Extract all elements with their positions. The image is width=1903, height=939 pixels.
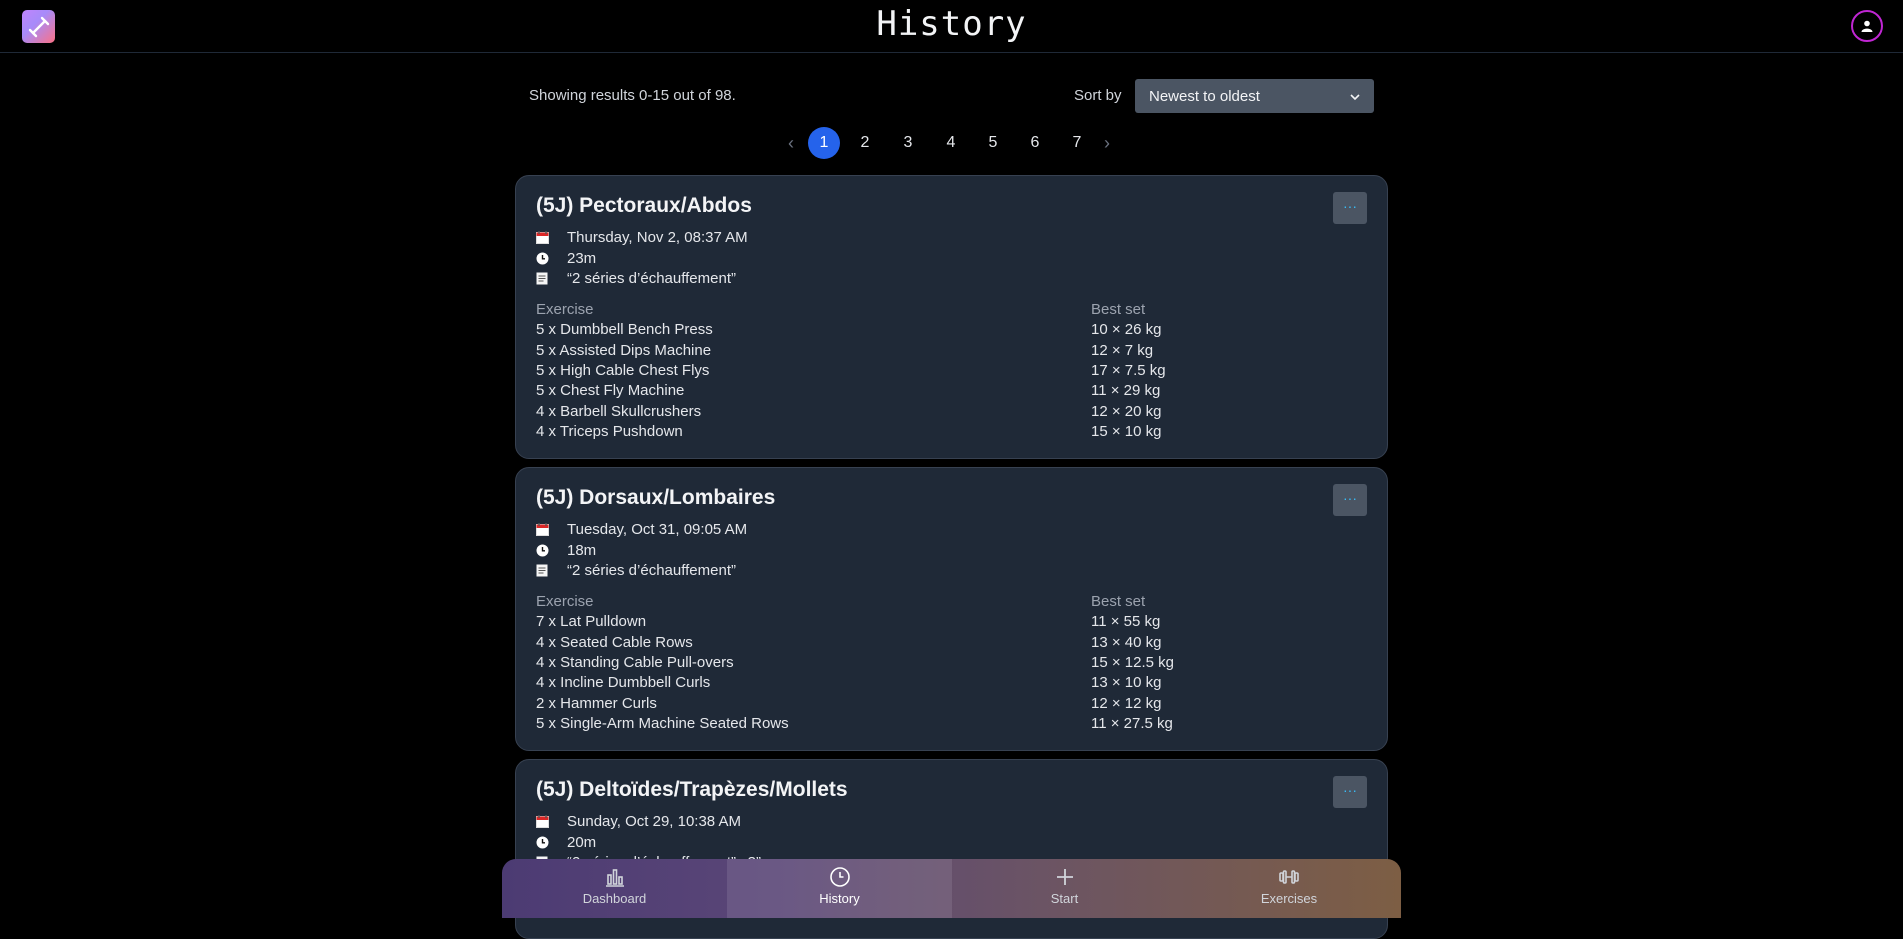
clock-icon [536, 544, 556, 557]
best-set: 13 × 10 kg [1091, 674, 1162, 691]
workout-note [536, 560, 736, 580]
page-4-button[interactable]: 4 [946, 134, 956, 151]
workout-duration-text: 20m [567, 833, 597, 851]
workout-title: (5J) Deltoïdes/Trapèzes/Mollets [536, 778, 848, 801]
workout-card[interactable] [515, 467, 1388, 751]
workout-title: (5J) Dorsaux/Lombaires [536, 486, 776, 509]
workout-date-text: Sunday, Oct 29, 10:38 AM [567, 812, 741, 830]
exercise-row [536, 695, 1367, 715]
exercise-name: 5 x High Cable Chest Flys [536, 362, 710, 379]
best-set: 17 × 7.5 kg [1091, 362, 1166, 379]
sort-select[interactable] [1135, 79, 1374, 113]
sort-select-value: Newest to oldest [1149, 87, 1260, 105]
exercise-column-header: Exercise [536, 593, 594, 610]
exercise-name: 2 x Hammer Curls [536, 695, 657, 712]
workout-date-text: Thursday, Nov 2, 08:37 AM [567, 228, 748, 246]
exercise-name: 5 x Single-Arm Machine Seated Rows [536, 715, 789, 732]
best-set: 12 × 20 kg [1091, 403, 1162, 420]
page-title: History [876, 4, 1027, 44]
dumbbell-icon [1177, 865, 1401, 889]
more-options-button[interactable]: ··· [1333, 776, 1367, 808]
best-set: 12 × 12 kg [1091, 695, 1162, 712]
clock-icon [536, 252, 556, 265]
exercise-row [536, 382, 1367, 402]
clock-icon [727, 865, 952, 889]
exercise-row [536, 423, 1367, 443]
page-3-button[interactable]: 3 [903, 134, 913, 151]
workout-note-text: “2 séries d’échauffement” [567, 561, 736, 579]
nav-start[interactable] [952, 859, 1177, 918]
plus-icon [952, 865, 1177, 889]
exercise-name: 4 x Incline Dumbbell Curls [536, 674, 711, 691]
exercise-row [536, 715, 1367, 735]
best-set: 10 × 26 kg [1091, 321, 1162, 338]
more-options-button[interactable]: ··· [1333, 484, 1367, 516]
exercise-row [536, 403, 1367, 423]
nav-dashboard-label: Dashboard [582, 891, 647, 906]
nav-history[interactable] [727, 859, 952, 918]
workout-note-text: “2 séries d’échauffement” [567, 269, 736, 287]
exercise-row [536, 321, 1367, 341]
clock-icon [536, 836, 556, 849]
workout-date [536, 519, 747, 539]
best-set: 12 × 7 kg [1091, 342, 1154, 359]
exercise-row [536, 634, 1367, 654]
nav-dashboard[interactable] [502, 859, 727, 918]
best-set: 15 × 12.5 kg [1091, 654, 1174, 671]
best-set-column-header: Best set [1091, 593, 1146, 610]
exercise-name: 7 x Lat Pulldown [536, 613, 647, 630]
exercise-name: 5 x Dumbbell Bench Press [536, 321, 713, 338]
workout-card[interactable] [515, 175, 1388, 459]
prev-page-icon[interactable]: ‹ [788, 133, 794, 153]
best-set: 11 × 29 kg [1091, 382, 1161, 399]
exercise-row [536, 654, 1367, 674]
exercise-row [536, 613, 1367, 633]
nav-start-label: Start [1050, 891, 1079, 906]
nav-exercises[interactable] [1177, 859, 1401, 918]
page-7-button[interactable]: 7 [1072, 134, 1082, 151]
best-set: 11 × 27.5 kg [1091, 715, 1173, 732]
results-count: Showing results 0-15 out of 98. [529, 87, 736, 104]
exercise-name: 5 x Chest Fly Machine [536, 382, 685, 399]
bar-chart-icon [502, 865, 727, 889]
page-1-button[interactable]: 1 [808, 127, 840, 159]
more-options-button[interactable]: ··· [1333, 192, 1367, 224]
nav-exercises-label: Exercises [1260, 891, 1318, 906]
best-set: 15 × 10 kg [1091, 423, 1162, 440]
exercise-name: 4 x Standing Cable Pull-overs [536, 654, 734, 671]
best-set: 13 × 40 kg [1091, 634, 1162, 651]
calendar-icon [536, 815, 556, 828]
best-set-column-header: Best set [1091, 301, 1146, 318]
page-6-button[interactable]: 6 [1030, 134, 1040, 151]
exercise-column-header: Exercise [536, 301, 594, 318]
workout-date [536, 227, 748, 247]
page-2-button[interactable]: 2 [860, 134, 870, 151]
workout-duration [536, 248, 596, 268]
memo-icon [536, 564, 556, 577]
workout-duration-text: 18m [567, 541, 597, 559]
page-5-button[interactable]: 5 [988, 134, 998, 151]
calendar-icon [536, 231, 556, 244]
exercise-row [536, 362, 1367, 382]
workout-title: (5J) Pectoraux/Abdos [536, 194, 752, 217]
workout-note [536, 268, 736, 288]
workout-duration [536, 540, 596, 560]
chevron-down-icon [1350, 88, 1360, 105]
sort-label: Sort by [1074, 87, 1122, 104]
workout-duration [536, 832, 596, 852]
bottom-nav [502, 859, 1401, 918]
exercise-name: 4 x Triceps Pushdown [536, 423, 683, 440]
workout-date [536, 811, 741, 831]
exercise-name: 4 x Barbell Skullcrushers [536, 403, 702, 420]
user-icon[interactable] [1851, 10, 1883, 42]
workout-date-text: Tuesday, Oct 31, 09:05 AM [567, 520, 748, 538]
workout-duration-text: 23m [567, 249, 597, 267]
next-page-icon[interactable]: › [1104, 133, 1110, 153]
memo-icon [536, 272, 556, 285]
nav-history-label: History [819, 891, 860, 906]
exercise-name: 5 x Assisted Dips Machine [536, 342, 712, 359]
best-set: 11 × 55 kg [1091, 613, 1161, 630]
calendar-icon [536, 523, 556, 536]
exercise-row [536, 674, 1367, 694]
top-bar [0, 0, 1903, 53]
exercise-row [536, 342, 1367, 362]
exercise-name: 4 x Seated Cable Rows [536, 634, 693, 651]
